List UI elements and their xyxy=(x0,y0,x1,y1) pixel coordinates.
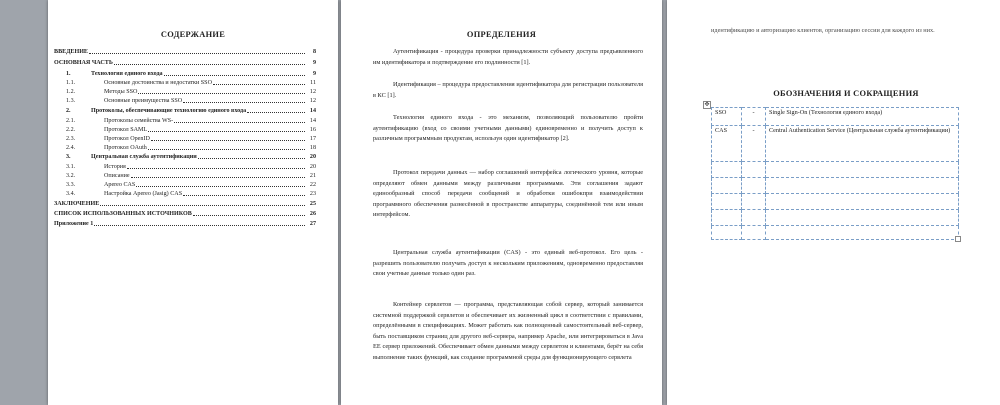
toc-entry xyxy=(66,190,316,198)
table-resize-handle[interactable] xyxy=(955,236,961,242)
table-cell-abbr[interactable]: CAS xyxy=(712,126,742,162)
table-cell-desc[interactable] xyxy=(766,226,959,240)
toc-leader-dots xyxy=(148,131,305,132)
toc-entry xyxy=(66,126,316,134)
toc-leader-dots xyxy=(174,122,305,123)
toc-entry xyxy=(66,88,316,96)
toc-entry-page: 16 xyxy=(309,127,316,133)
toc-entry-number: 1.1. xyxy=(66,80,76,86)
definition-identification: Идентификация – процедура предоставления идентификатора для регистрации пользователя в КС [1]. xyxy=(373,81,643,99)
toc-entry-number: 1.3. xyxy=(66,98,76,104)
toc-leader-dots xyxy=(136,186,305,187)
toc-leader-dots xyxy=(138,93,305,94)
toc-entry xyxy=(66,97,316,105)
table-move-handle-icon[interactable]: ✥ xyxy=(704,102,710,108)
toc-entry-title: ОСНОВНАЯ ЧАСТЬ xyxy=(54,60,113,66)
toc-leader-dots xyxy=(193,215,305,216)
toc-entry-page: 18 xyxy=(309,145,316,151)
table-cell-desc[interactable] xyxy=(766,194,959,210)
toc-leader-dots xyxy=(183,102,305,103)
toc-entry-title: Основные достоинства и недостатки SSO xyxy=(104,80,212,86)
toc-entry-number: 3.2. xyxy=(66,173,76,179)
toc-entry-page: 14 xyxy=(309,108,316,114)
document-page-abbreviations[interactable] xyxy=(667,0,1000,405)
toc-leader-dots xyxy=(164,75,305,76)
toc-entry xyxy=(66,107,316,115)
toc-entry xyxy=(66,172,316,180)
toc-entry xyxy=(66,181,316,189)
table-row[interactable] xyxy=(712,108,959,126)
toc-entry xyxy=(66,153,316,161)
table-cell-desc[interactable]: Central Authentication Service (Центральная служба аутентификации) xyxy=(766,126,959,162)
toc-entry-number: 3. xyxy=(66,154,71,160)
toc-entry-title: Методы SSO xyxy=(104,89,138,95)
toc-entry-title: Протоколы семейства WS- xyxy=(104,118,174,124)
toc-entry xyxy=(66,117,316,125)
toc-entry-page: 22 xyxy=(309,182,316,188)
toc-entry-number: 2.1. xyxy=(66,118,76,124)
table-cell-abbr[interactable] xyxy=(712,210,742,226)
table-cell-dash[interactable] xyxy=(742,178,766,194)
toc-entry xyxy=(54,59,316,67)
definition-authentication: Аутентификация - процедура проверки принадлежности субъекту доступа предъявленного им идентификатора и подтверждение его подлинности [1]. xyxy=(373,48,643,66)
table-cell-abbr[interactable] xyxy=(712,194,742,210)
table-row[interactable] xyxy=(712,162,959,178)
toc-leader-dots xyxy=(131,177,305,178)
toc-entry-page: 14 xyxy=(309,118,316,124)
table-cell-dash[interactable]: - xyxy=(742,108,766,126)
toc-entry-title: Технология единого входа xyxy=(91,71,163,77)
toc-entry-title: Основные преимущества SSO xyxy=(104,98,183,104)
carryover-text: идентификацию и авторизацию клиентов, организацию сессии для каждого из них. xyxy=(711,27,935,34)
toc-entry-page: 9 xyxy=(312,60,316,66)
toc-entry-number: 2.2. xyxy=(66,127,76,133)
toc-entry-title: ЗАКЛЮЧЕНИЕ xyxy=(54,201,100,207)
table-cell-desc[interactable]: Single Sign-On (Технология единого входа) xyxy=(766,108,959,126)
toc-entry-title: Приложение 1 xyxy=(54,221,94,227)
toc-entry-page: 23 xyxy=(309,191,316,197)
toc-entry-number: 3.1. xyxy=(66,164,76,170)
table-cell-abbr[interactable] xyxy=(712,162,742,178)
document-page-definitions[interactable] xyxy=(341,0,662,405)
toc-leader-dots xyxy=(94,225,305,226)
table-cell-abbr[interactable]: SSO xyxy=(712,108,742,126)
toc-leader-dots xyxy=(100,205,305,206)
table-cell-abbr[interactable] xyxy=(712,178,742,194)
toc-leader-dots xyxy=(114,64,305,65)
toc-entry-page: 8 xyxy=(312,49,316,55)
toc-entry-page: 12 xyxy=(309,98,316,104)
toc-entry-number: 3.3. xyxy=(66,182,76,188)
toc-leader-dots xyxy=(127,168,305,169)
toc-entry-title: СПИСОК ИСПОЛЬЗОВАННЫХ ИСТОЧНИКОВ xyxy=(54,211,192,217)
toc-entry-title: Протоколы, обеспечивающие технологию единого входа xyxy=(91,108,247,114)
document-page-contents[interactable] xyxy=(48,0,338,405)
table-row[interactable] xyxy=(712,126,959,162)
toc-entry xyxy=(66,144,316,152)
toc-entry xyxy=(54,48,316,56)
toc-entry-title: Протокол OpenID xyxy=(104,136,150,142)
toc-entry-title: Apereo CAS xyxy=(104,182,136,188)
definitions-title: ОПРЕДЕЛЕНИЯ xyxy=(466,30,537,39)
toc-entry-number: 2.3. xyxy=(66,136,76,142)
toc-entry-number: 2.4. xyxy=(66,145,76,151)
toc-entry-page: 26 xyxy=(309,211,316,217)
contents-title: СОДЕРЖАНИЕ xyxy=(160,30,226,39)
toc-leader-dots xyxy=(89,53,305,54)
toc-entry-page: 12 xyxy=(309,89,316,95)
definition-protocol: Протокол передачи данных — набор соглашений интерфейса логического уровня, которые определяют обмен данными между различными программами. Эти соглашения задают единообразный способ передачи сообщений и обработки ошибокпри взаимодействии программного обеспечения разнесённой в пространстве аппаратуры, соединённой тем или иным интерфейсом. xyxy=(373,169,643,219)
toc-entry-page: 27 xyxy=(309,221,316,227)
definition-cas: Центральная служба аутентификации (CAS) - это единый веб-протокол. Его цель - разрешить пользователю получать доступ к нескольким приложениям, одновременно предоставляя свои учетные данные только один раз. xyxy=(373,249,643,278)
toc-entry-title: Описание xyxy=(104,173,130,179)
toc-entry xyxy=(66,163,316,171)
toc-entry-title: Протокол OAuth xyxy=(104,145,147,151)
toc-entry-page: 11 xyxy=(310,80,316,86)
toc-entry xyxy=(54,210,316,218)
toc-entry-title: Протокол SAML xyxy=(104,127,148,133)
toc-entry-title: Настройка Apereo (Jasig) CAS xyxy=(104,191,183,197)
toc-entry-number: 3.4. xyxy=(66,191,76,197)
table-cell-dash[interactable] xyxy=(742,194,766,210)
table-row[interactable] xyxy=(712,226,959,240)
toc-entry-page: 9 xyxy=(312,71,316,77)
abbreviations-table[interactable] xyxy=(711,107,959,240)
toc-leader-dots xyxy=(183,195,305,196)
toc-leader-dots xyxy=(213,84,305,85)
toc-entry-number: 1. xyxy=(66,71,71,77)
toc-entry-number: 2. xyxy=(66,108,71,114)
toc-entry-title: ВВЕДЕНИЕ xyxy=(54,49,88,55)
toc-entry xyxy=(54,200,316,208)
table-row[interactable] xyxy=(712,178,959,194)
toc-entry-title: Центральная служба аутентификации xyxy=(91,154,197,160)
toc-entry xyxy=(66,135,316,143)
table-cell-dash[interactable]: - xyxy=(742,126,766,162)
toc-leader-dots xyxy=(247,112,305,113)
definition-sso: Технология единого входа - это механизм, позволяющий пользователю пройти аутентификацию (вход со своими учетными данными) единовременно и получить доступ к различным программным продуктам, используя один идентификатор [2]. xyxy=(373,114,643,143)
toc-entry-number: 1.2. xyxy=(66,89,76,95)
definition-servlet-container: Контейнер сервлетов — программа, представляющая собой сервер, который занимается системной поддержкой сервлетов и обеспечивает их жизненный цикл в соответствии с правилами, определёнными в спецификациях. Может работать как полноценный самостоятельный веб-сервер, быть поставщиком страниц для другого веб-сервера, например Apache, или интегрироваться в Java EE сервер приложений. Обеспечивает обмен данными между сервлетом и клиентами, берёт на себя выполнение таких функций, как создание программной среды для функционирующего сервлета xyxy=(373,301,643,361)
toc-entry-title: История xyxy=(104,164,126,170)
table-cell-abbr[interactable] xyxy=(712,226,742,240)
toc-entry xyxy=(54,220,316,228)
table-cell-desc[interactable] xyxy=(766,210,959,226)
table-row[interactable] xyxy=(712,194,959,210)
toc-entry xyxy=(66,70,316,78)
toc-entry-page: 20 xyxy=(309,164,316,170)
toc-entry xyxy=(66,79,316,87)
toc-entry-page: 25 xyxy=(309,201,316,207)
table-cell-dash[interactable] xyxy=(742,226,766,240)
toc-entry-page: 20 xyxy=(309,154,316,160)
table-cell-dash[interactable] xyxy=(742,210,766,226)
table-cell-desc[interactable] xyxy=(766,178,959,194)
abbreviations-title: ОБОЗНАЧЕНИЯ И СОКРАЩЕНИЯ xyxy=(773,89,919,98)
toc-entry-page: 21 xyxy=(309,173,316,179)
table-row[interactable] xyxy=(712,210,959,226)
toc-leader-dots xyxy=(198,158,305,159)
table-cell-desc[interactable] xyxy=(766,162,959,178)
table-cell-dash[interactable] xyxy=(742,162,766,178)
toc-leader-dots xyxy=(148,149,305,150)
toc-entry-page: 17 xyxy=(309,136,316,142)
toc-leader-dots xyxy=(151,140,305,141)
